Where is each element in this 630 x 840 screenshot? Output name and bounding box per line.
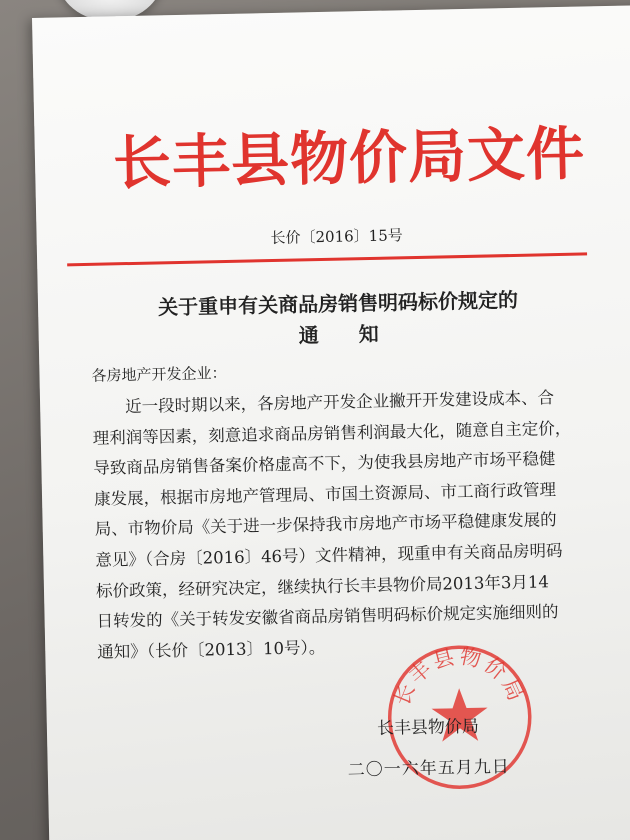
body-text <box>92 382 608 668</box>
signature-organization: 长丰县物价局 <box>376 716 480 739</box>
body-line: 近一段时期以来，各房地产开发企业撇开开发建设成本、合 <box>124 388 555 417</box>
body-line: 导致商品房销售备案价格虚高不下，为使我县房地产市场平稳健 <box>93 449 556 478</box>
body-line: 标价政策，经研究决定，继续执行长丰县物价局2013年3月14 <box>95 571 550 601</box>
body-line: 局、市物价局《关于进一步保持我市房地产市场平稳健康发展的 <box>94 510 557 540</box>
document-paper <box>32 5 630 840</box>
notice-title-line-1: 关于重申有关商品房销售明码标价规定的 <box>157 287 519 320</box>
document-header-title: 长丰县物价局文件 <box>112 119 586 198</box>
body-line: 理利润等因素，刻意追求商品房销售利润最大化，随意自主定价， <box>92 418 572 448</box>
salutation: 各房地产开发企业： <box>91 364 227 385</box>
body-line: 日转发的《关于转发安徽省商品房销售明码标价规定实施细则的 <box>96 602 559 631</box>
body-line: 通知》（长价〔2013〕10号）。 <box>97 637 326 662</box>
body-line: 意见》（合房〔2016〕46号）文件精神，现重申有关商品房明码 <box>95 540 563 570</box>
notice-title-line-2: 通 知 <box>298 321 379 348</box>
signature-date: 二〇一六年五月九日 <box>347 757 511 781</box>
seal-text-path: 长丰县物价局 <box>389 644 530 710</box>
red-divider-line <box>67 252 587 266</box>
body-line: 康发展，根据市房地产管理局、市国土资源局、市工商行政管理 <box>93 479 557 509</box>
document-number: 长价〔2016〕15号 <box>270 226 403 248</box>
